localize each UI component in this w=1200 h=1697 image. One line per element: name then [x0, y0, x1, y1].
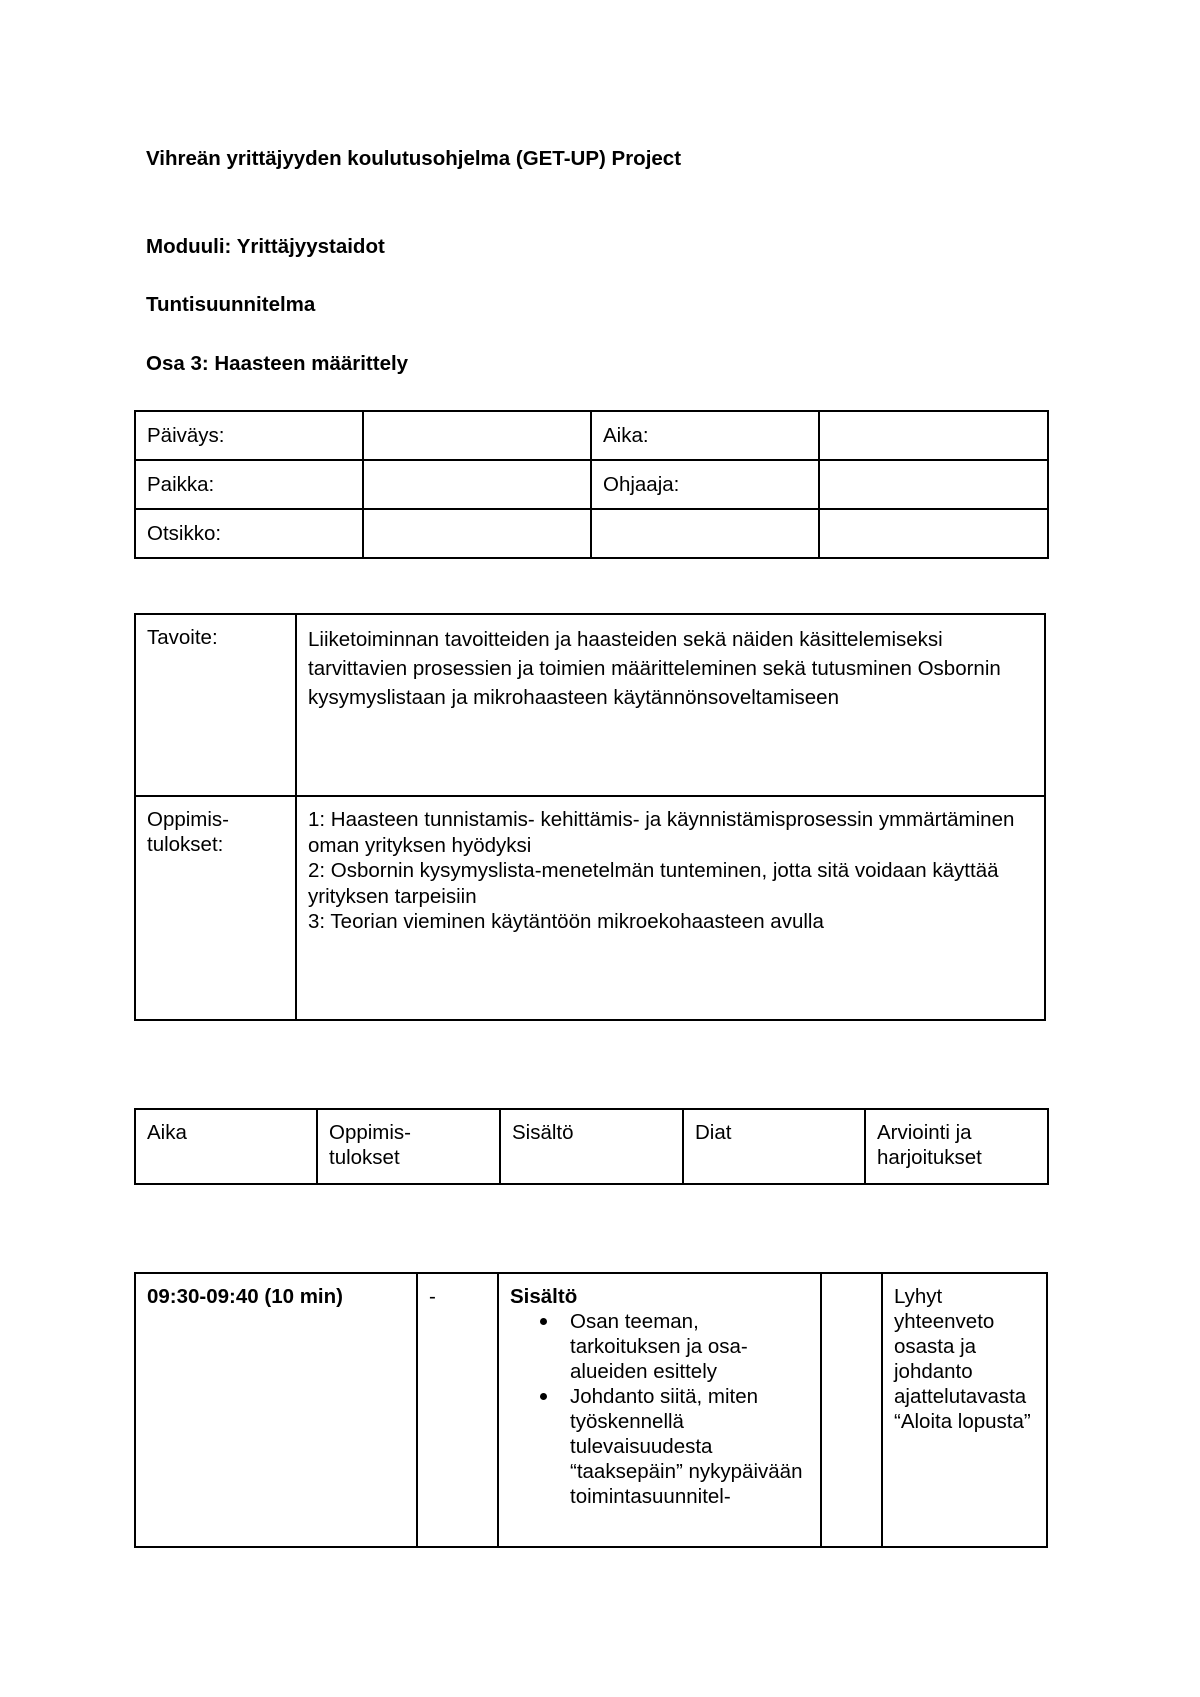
- date-field[interactable]: [363, 411, 591, 460]
- list-item: Osan teeman, tarkoituksen ja osa-alueiden esittely: [570, 1309, 809, 1384]
- document-title: Vihreän yrittäjyyden koulutusohjelma (GET-UP) Project: [146, 147, 682, 170]
- lesson-info-table: [134, 410, 1049, 559]
- extra-field-2[interactable]: [819, 509, 1048, 558]
- outcomes-label: [135, 796, 296, 1020]
- list-item: Johdanto siitä, miten työskennellä tulevaisuudesta “taaksepäin” nykypäivään toimintasuunnitel-: [570, 1384, 809, 1509]
- header-slides: Diat: [683, 1109, 865, 1184]
- session-assessment: Lyhyt yhteenveto osasta ja johdanto ajattelutavasta “Aloita lopusta”: [882, 1273, 1047, 1547]
- outcome-item: 2: Osbornin kysymyslista-menetelmän tunteminen, jotta sitä voidaan käyttää yrityksen tarpeisiin: [308, 859, 999, 908]
- session-slides: [821, 1273, 882, 1547]
- goal-label: Tavoite:: [135, 614, 296, 796]
- date-label: Päiväys:: [135, 411, 363, 460]
- outcome-item: 3: Teorian vieminen käytäntöön mikroekohaasteen avulla: [308, 910, 824, 933]
- session-time: 09:30-09:40 (10 min): [135, 1273, 417, 1547]
- instructor-field[interactable]: [819, 460, 1048, 509]
- session-content-list: [510, 1309, 809, 1509]
- header-time: Aika: [135, 1109, 317, 1184]
- table-row: [135, 1273, 1047, 1547]
- session-content-title: Sisältö: [510, 1285, 578, 1308]
- outcomes-label-line: Oppimis-: [147, 808, 230, 831]
- table-row: [135, 1109, 1048, 1184]
- header-outcomes-line: tulokset: [329, 1146, 400, 1169]
- session-content: [498, 1273, 821, 1547]
- table-row: [135, 509, 1048, 558]
- session-table: [134, 1272, 1048, 1548]
- time-label: Aika:: [591, 411, 819, 460]
- time-field[interactable]: [819, 411, 1048, 460]
- outcomes-list: [296, 796, 1045, 1020]
- outcomes-label-line: tulokset:: [147, 833, 224, 856]
- schedule-header-table: [134, 1108, 1049, 1185]
- table-row: [135, 614, 1045, 796]
- table-row: [135, 460, 1048, 509]
- goals-table: [134, 613, 1046, 1021]
- subject-field[interactable]: [363, 509, 591, 558]
- header-content: Sisältö: [500, 1109, 683, 1184]
- place-field[interactable]: [363, 460, 591, 509]
- header-assessment: [865, 1109, 1048, 1184]
- header-assessment-line: harjoitukset: [877, 1146, 982, 1169]
- subject-label: Otsikko:: [135, 509, 363, 558]
- session-outcomes: -: [417, 1273, 498, 1547]
- module-heading: Moduuli: Yrittäjyystaidot: [146, 235, 385, 258]
- table-row: [135, 796, 1045, 1020]
- header-assessment-line: Arviointi ja: [877, 1121, 972, 1144]
- table-row: [135, 411, 1048, 460]
- lesson-plan-heading: Tuntisuunnitelma: [146, 293, 316, 316]
- goal-text: Liiketoiminnan tavoitteiden ja haasteiden sekä näiden käsittelemiseksi tarvittavien prosessien ja toimien määritteleminen sekä tutusminen Osbornin kysymyslistaan ja mikrohaasteen käytännönsoveltamiseen: [296, 614, 1045, 796]
- instructor-label: Ohjaaja:: [591, 460, 819, 509]
- outcome-item: 1: Haasteen tunnistamis- kehittämis- ja käynnistämisprosessin ymmärtäminen oman yrityksen hyödyksi: [308, 808, 1015, 857]
- header-outcomes: [317, 1109, 500, 1184]
- header-outcomes-line: Oppimis-: [329, 1121, 412, 1144]
- section-heading: Osa 3: Haasteen määrittely: [146, 352, 409, 375]
- extra-field-1[interactable]: [591, 509, 819, 558]
- place-label: Paikka:: [135, 460, 363, 509]
